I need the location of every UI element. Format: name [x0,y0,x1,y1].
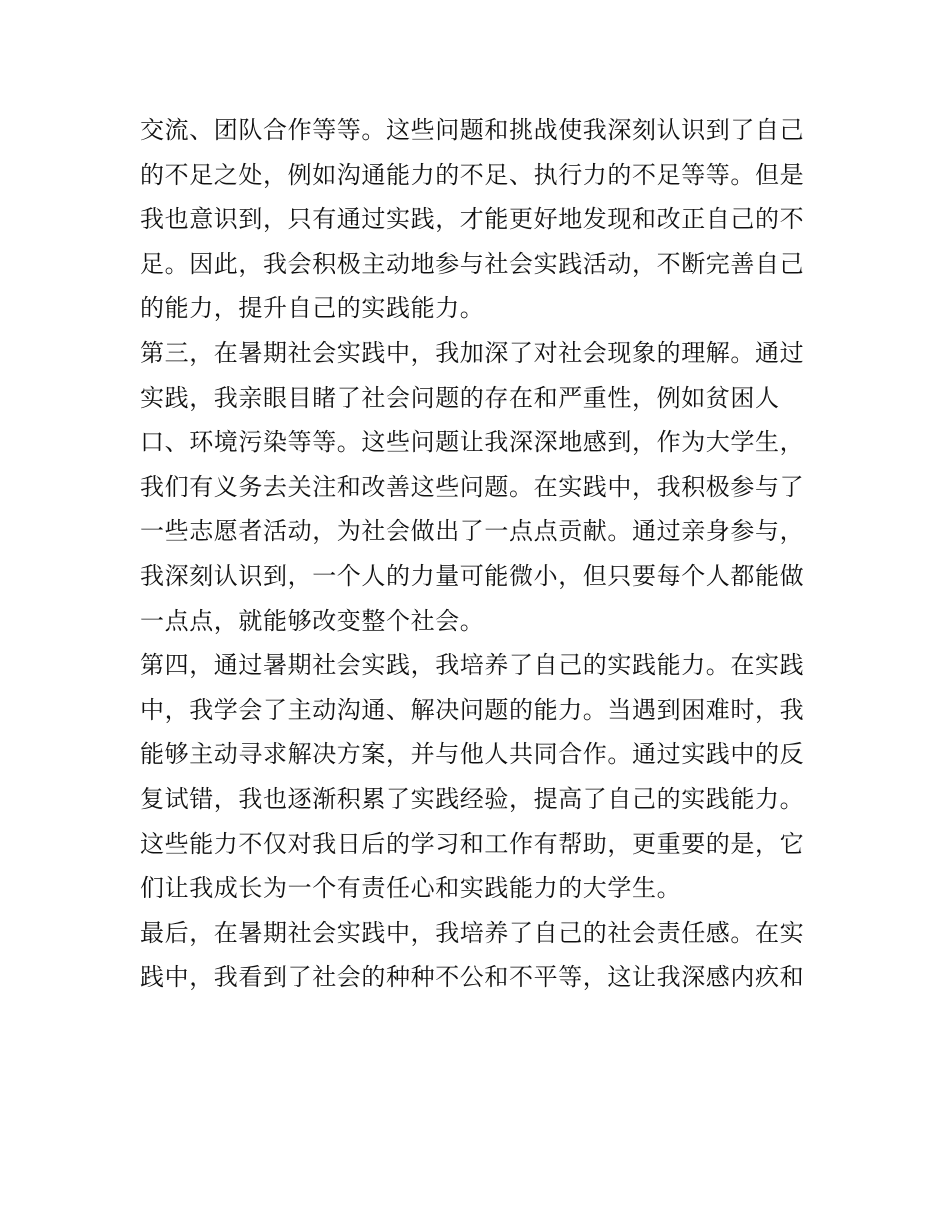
text-line: 们让我成长为一个有责任心和实践能力的大学生。 [140,874,682,903]
text-line: 交流、团队合作等等。这些问题和挑战使我深刻认识到了自己 [140,116,805,144]
text-line: 我也意识到，只有通过实践，才能更好地发现和改正自己的不 [140,205,805,234]
text-line: 的能力，提升自己的实践能力。 [140,294,485,323]
text-line: 我们有义务去关注和改善这些问题。在实践中，我积极参与了 [140,472,805,501]
text-line: 第四，通过暑期社会实践，我培养了自己的实践能力。在实践 [140,651,805,680]
text-line: 一点点，就能够改变整个社会。 [140,606,485,635]
text-line: 这些能力不仅对我日后的学习和工作有帮助，更重要的是，它 [140,829,805,858]
text-line: 一些志愿者活动，为社会做出了一点点贡献。通过亲身参与， [140,517,805,546]
text-line: 最后，在暑期社会实践中，我培养了自己的社会责任感。在实 [140,918,805,947]
text-line: 第三，在暑期社会实践中，我加深了对社会现象的理解。通过 [140,338,805,367]
text-line: 中，我学会了主动沟通、解决问题的能力。当遇到困难时，我 [140,695,805,724]
text-line: 的不足之处，例如沟通能力的不足、执行力的不足等等。但是 [140,160,805,189]
text-line: 复试错，我也逐渐积累了实践经验，提高了自己的实践能力。 [140,784,805,813]
text-line: 口、环境污染等等。这些问题让我深深地感到，作为大学生， [140,428,805,457]
text-line: 能够主动寻求解决方案，并与他人共同合作。通过实践中的反 [140,740,805,769]
text-line: 实践，我亲眼目睹了社会问题的存在和严重性，例如贫困人 [140,383,780,412]
body-text [140,108,820,1000]
text-line: 我深刻认识到，一个人的力量可能微小，但只要每个人都能做 [140,561,805,590]
text-line: 践中，我看到了社会的种种不公和不平等，这让我深感内疚和 [140,963,805,992]
text-line: 足。因此，我会积极主动地参与社会实践活动，不断完善自己 [140,249,805,278]
